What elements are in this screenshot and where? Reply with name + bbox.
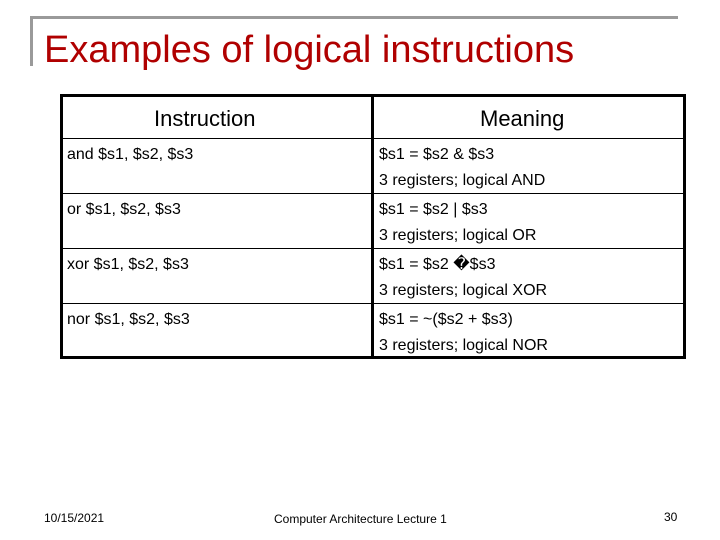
frame-top-rule [30,16,678,19]
page-number: 30 [664,510,678,524]
row-separator [60,193,686,194]
row-meaning-expression: $s1 = ~($s2 + $s3) [379,311,513,328]
row-meaning-description: 3 registers; logical AND [379,172,546,189]
table-column-divider [371,94,374,359]
row-instruction: or $s1, $s2, $s3 [67,201,181,218]
footer-date: 10/15/2021 [44,511,105,525]
header-instruction: Instruction [154,106,256,131]
row-meaning-expression: $s1 = $s2 & $s3 [379,146,495,163]
footer-course: Computer Architecture Lecture 1 [274,512,447,526]
row-meaning-description: 3 registers; logical OR [379,227,537,244]
row-instruction: nor $s1, $s2, $s3 [67,311,190,328]
frame-left-rule [30,16,33,66]
row-separator [60,303,686,304]
row-instruction: and $s1, $s2, $s3 [67,146,194,163]
header-meaning: Meaning [480,106,565,131]
row-separator [60,248,686,249]
table-right-border [683,94,686,359]
row-meaning-description: 3 registers; logical NOR [379,337,548,354]
row-meaning-expression: $s1 = $s2 �$s3 [379,256,496,273]
slide-title: Examples of logical instructions [44,29,575,71]
row-meaning-expression: $s1 = $s2 | $s3 [379,201,488,218]
table-left-border [60,94,63,359]
row-instruction: xor $s1, $s2, $s3 [67,256,189,273]
row-meaning-description: 3 registers; logical XOR [379,282,548,299]
